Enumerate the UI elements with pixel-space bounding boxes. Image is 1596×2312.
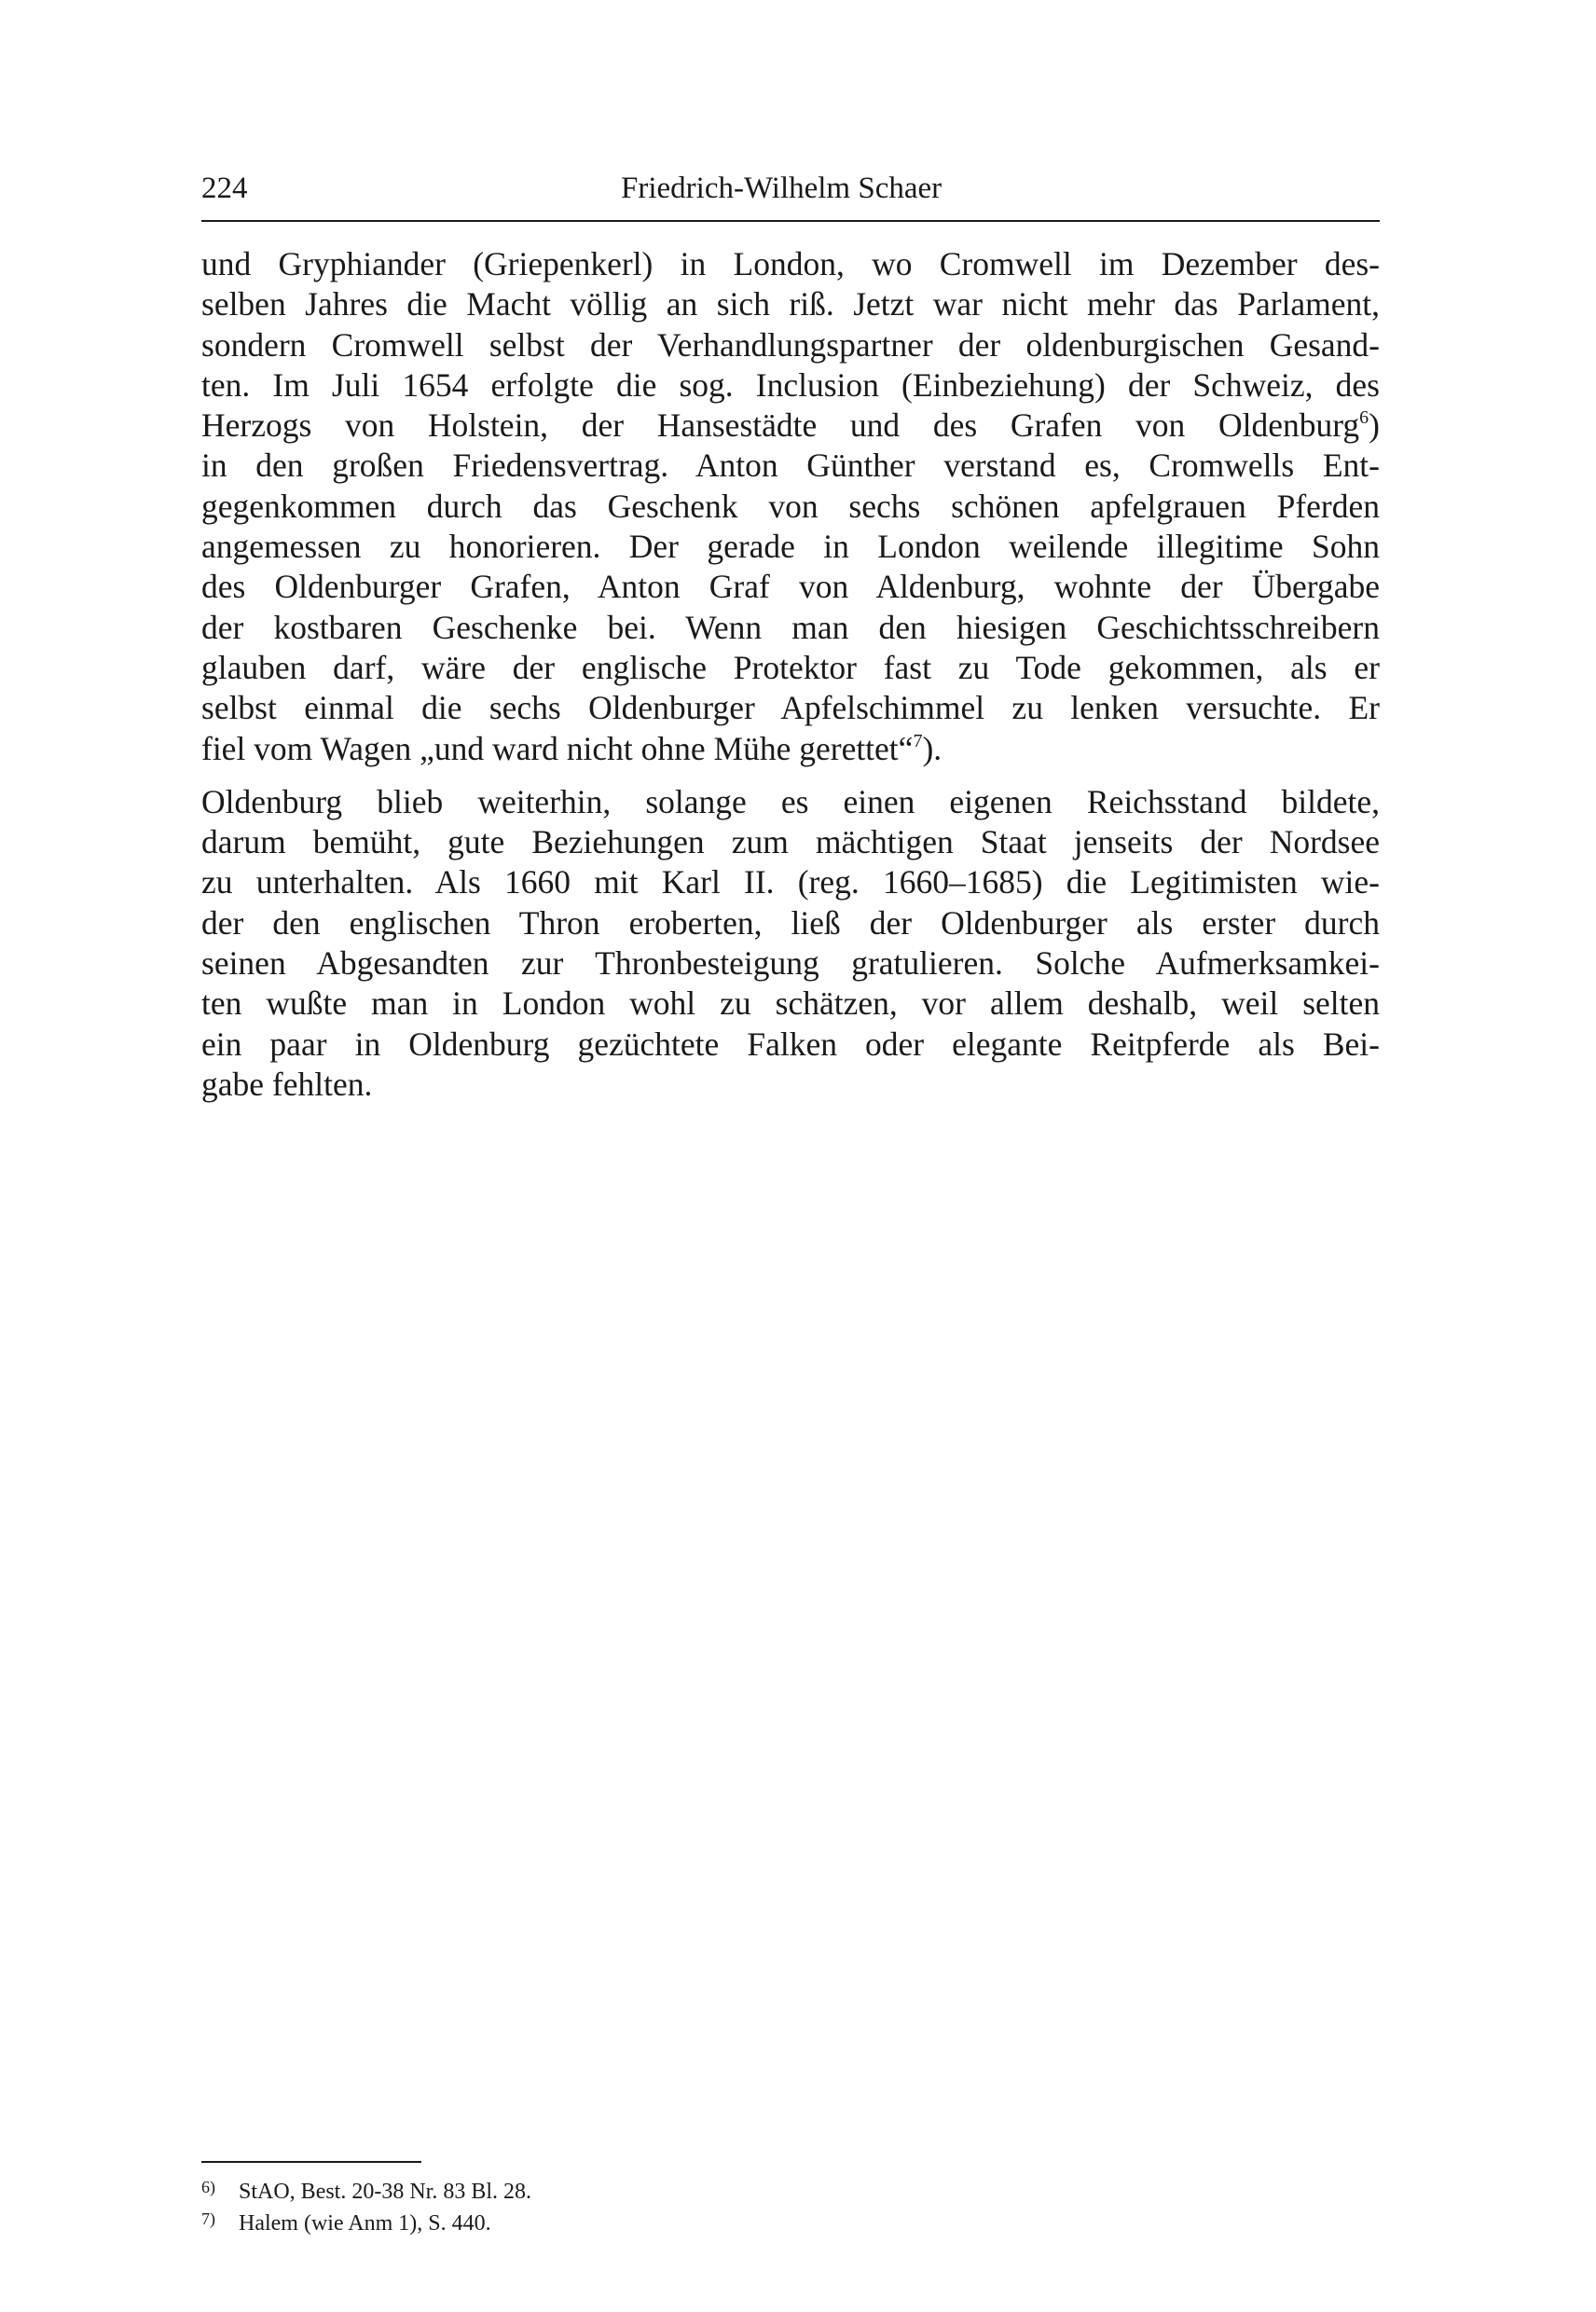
line-text: ten. Im Juli 1654 erfolgte die sog. Inclusion (Einbeziehung) der Schweiz, des bbox=[201, 365, 1380, 404]
text-line bbox=[201, 487, 1380, 527]
line-text: selben Jahres die Macht völlig an sich riß. Jetzt war nicht mehr das Parlament, bbox=[201, 285, 1380, 323]
paragraph-gap bbox=[201, 769, 1380, 782]
text-line bbox=[201, 984, 1380, 1024]
running-head: Friedrich-Wilhelm Schaer bbox=[621, 172, 942, 205]
line-text: der den englischen Thron eroberten, ließ der Oldenburger als erster durch bbox=[201, 903, 1380, 942]
line-text: in den großen Friedensvertrag. Anton Günther verstand es, Cromwells Ent- bbox=[201, 447, 1380, 485]
footnote-reference: 6 bbox=[1359, 407, 1369, 429]
line-text: darum bemüht, gute Beziehungen zum mächtigen Staat jenseits der Nordsee bbox=[201, 823, 1380, 861]
footnote: 6) StAO, Best. 20-38 Nr. 83 Bl. 28. bbox=[201, 2178, 532, 2204]
text-line bbox=[201, 608, 1380, 648]
text-line bbox=[201, 822, 1380, 862]
text-line bbox=[201, 862, 1380, 902]
text-line bbox=[201, 527, 1380, 567]
line-text: gabe fehlten. bbox=[201, 1065, 373, 1103]
text-line bbox=[201, 1025, 1380, 1065]
line-text: gegenkommen durch das Geschenk von sechs schönen apfelgrauen Pferden bbox=[201, 487, 1380, 525]
header-rule bbox=[201, 220, 1380, 222]
line-text: der kostbaren Geschenke bei. Wenn man den hiesigen Geschichtsschreibern bbox=[201, 608, 1380, 646]
paragraph bbox=[201, 244, 1380, 769]
text-line bbox=[201, 567, 1380, 607]
text-line bbox=[201, 782, 1380, 822]
line-text: sondern Cromwell selbst der Verhandlungspartner der oldenburgischen Gesand- bbox=[201, 325, 1380, 364]
text-line bbox=[201, 325, 1380, 365]
line-text-tail: ). bbox=[922, 729, 942, 767]
footnote-text: Halem (wie Anm 1), S. 440. bbox=[239, 2211, 491, 2236]
text-line bbox=[201, 943, 1380, 984]
text-line bbox=[201, 244, 1380, 284]
line-text: und Gryphiander (Griepenkerl) in London, wo Cromwell im Dezember des- bbox=[201, 245, 1380, 282]
text-line bbox=[201, 688, 1380, 728]
text-line bbox=[201, 1065, 1380, 1105]
line-text: ten wußte man in London wohl zu schätzen, vor allem deshalb, weil selten bbox=[201, 984, 1380, 1023]
text-line bbox=[201, 406, 1380, 446]
line-text: seinen Abgesandten zur Thronbesteigung gratulieren. Solche Aufmerksamkei- bbox=[201, 944, 1380, 983]
body-text bbox=[201, 244, 1380, 1105]
page-number: 224 bbox=[201, 172, 248, 205]
line-text: glauben darf, wäre der englische Protektor fast zu Tode gekommen, als er bbox=[201, 648, 1380, 686]
text-line bbox=[201, 903, 1380, 943]
line-text: zu unterhalten. Als 1660 mit Karl II. (reg. 1660–1685) die Legitimisten wie- bbox=[201, 863, 1380, 901]
line-text: Oldenburg blieb weiterhin, solange es einen eigenen Reichsstand bildete, bbox=[201, 782, 1380, 820]
footnote-text: StAO, Best. 20-38 Nr. 83 Bl. 28. bbox=[239, 2180, 532, 2204]
line-text: angemessen zu honorieren. Der gerade in London weilende illegitime Sohn bbox=[201, 528, 1380, 566]
footnote-rule bbox=[201, 2161, 421, 2163]
line-text: selbst einmal die sechs Oldenburger Apfelschimmel zu lenken versuchte. Er bbox=[201, 689, 1380, 727]
text-line bbox=[201, 446, 1380, 486]
line-text: Herzogs von Holstein, der Hansestädte und des Grafen von Oldenburg bbox=[201, 406, 1360, 445]
text-line bbox=[201, 729, 1380, 769]
footnotes bbox=[201, 2176, 1040, 2239]
line-text: des Oldenburger Grafen, Anton Graf von Aldenburg, wohnte der Übergabe bbox=[201, 568, 1380, 606]
line-text: fiel vom Wagen „und ward nicht ohne Mühe gerettet“ bbox=[201, 729, 914, 767]
line-text: ein paar in Oldenburg gezüchtete Falken oder elegante Reitpferde als Bei- bbox=[201, 1025, 1380, 1063]
text-line bbox=[201, 284, 1380, 324]
text-line bbox=[201, 648, 1380, 688]
page-header bbox=[201, 166, 1380, 213]
footnote-reference: 7 bbox=[913, 730, 923, 751]
line-text-tail: ) bbox=[1369, 406, 1380, 445]
paragraph bbox=[201, 782, 1380, 1105]
text-line bbox=[201, 365, 1380, 406]
footnote: 7) Halem (wie Anm 1), S. 440. bbox=[201, 2209, 491, 2236]
